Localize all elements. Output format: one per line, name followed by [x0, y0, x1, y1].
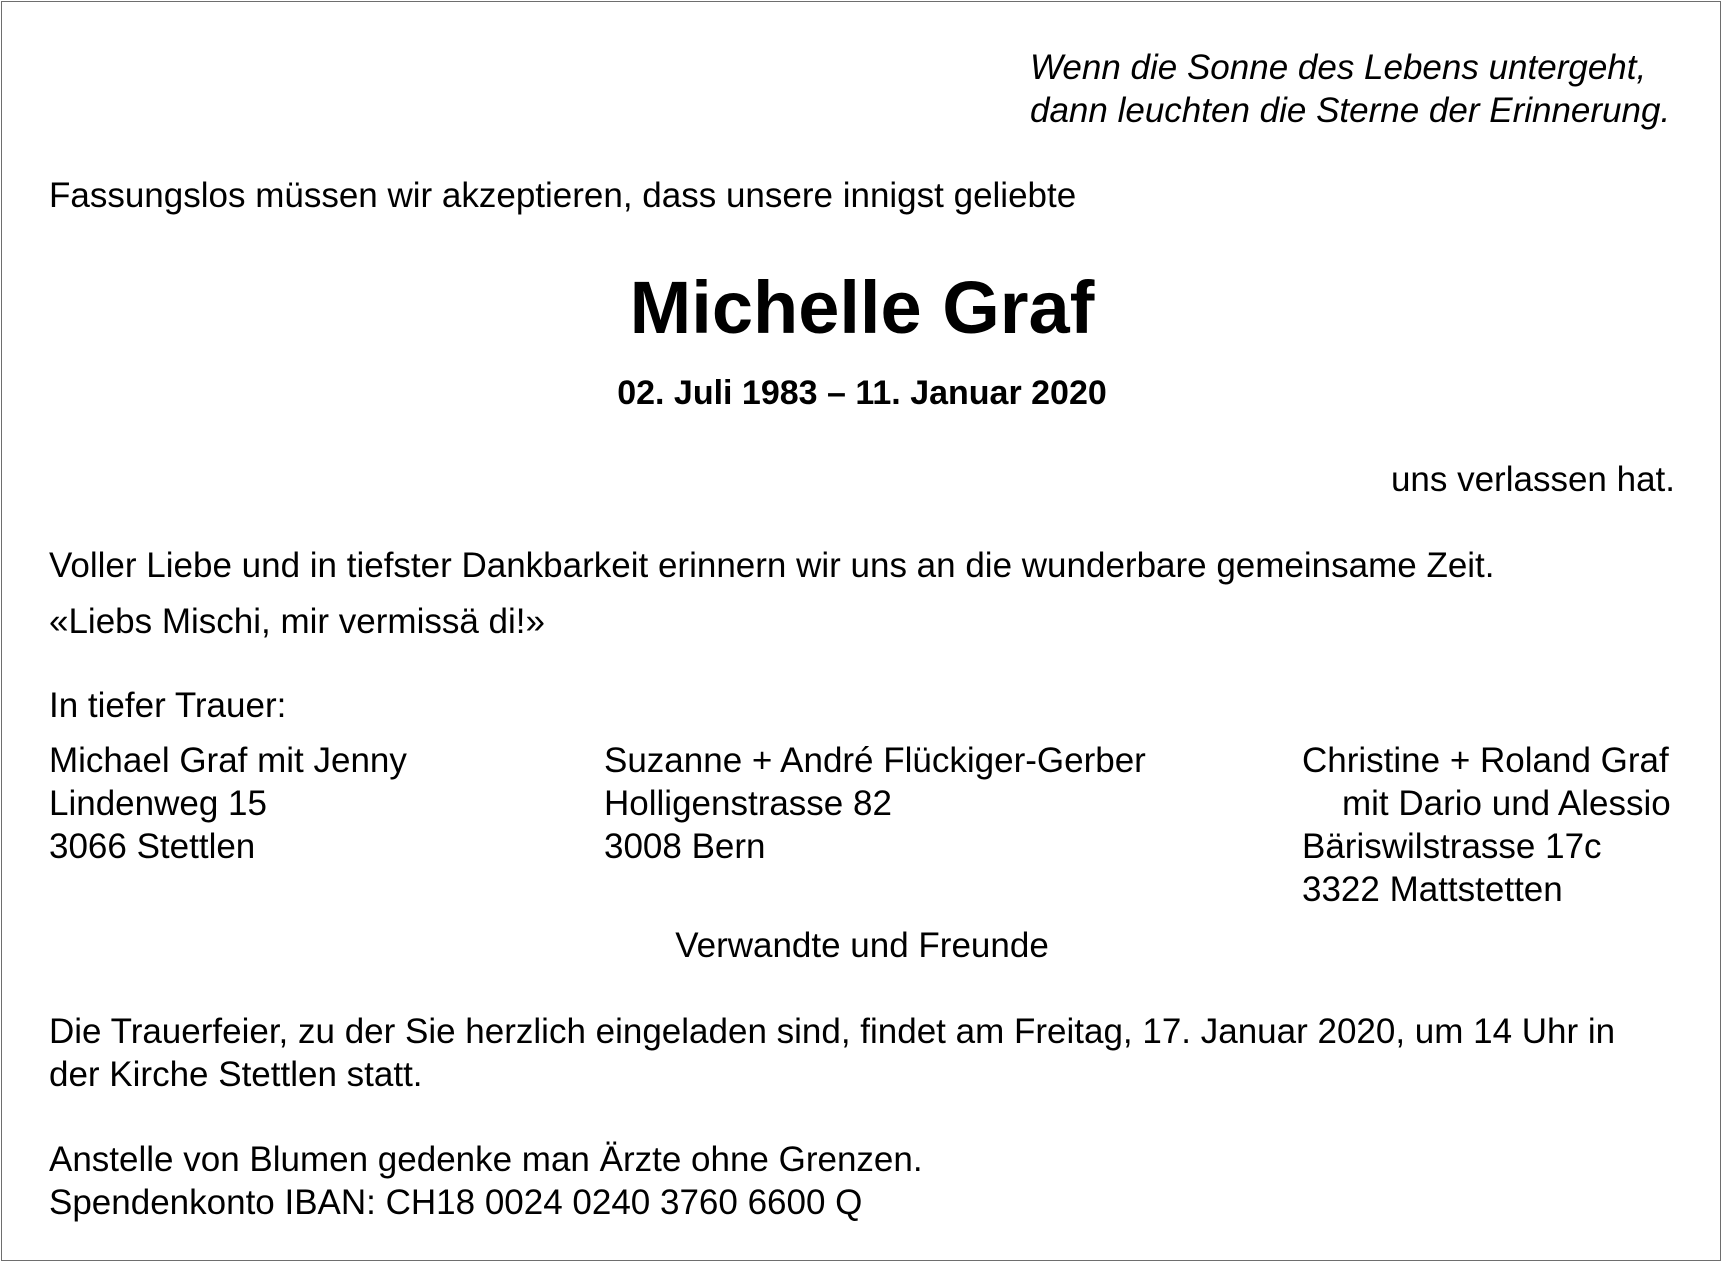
intro-text: Fassungslos müssen wir akzeptieren, dass unsere innigst geliebte — [49, 176, 1077, 215]
donation-line-1: Anstelle von Blumen gedenke man Ärzte ohne Grenzen. — [49, 1140, 923, 1179]
mourner-block-3 — [1302, 739, 1671, 911]
mourner-3-line-2: mit Dario und Alessio — [1342, 784, 1671, 823]
mourner-block-2 — [604, 739, 1146, 868]
mourner-2-line-1: Suzanne + André Flückiger-Gerber — [604, 741, 1146, 780]
mourner-2-line-3: 3008 Bern — [604, 827, 766, 866]
deceased-name: Michelle Graf — [629, 266, 1095, 349]
donation-line-2: Spendenkonto IBAN: CH18 0024 0240 3760 6600 Q — [49, 1183, 863, 1222]
gratitude-text: Voller Liebe und in tiefster Dankbarkeit erinnern wir uns an die wunderbare gemeinsame Zeit. — [49, 546, 1495, 585]
mourner-1-line-1: Michael Graf mit Jenny — [49, 741, 407, 780]
mourner-3-line-4: 3322 Mattstetten — [1302, 870, 1563, 909]
mourning-heading: In tiefer Trauer: — [49, 686, 287, 725]
after-name-text: uns verlassen hat. — [1390, 460, 1675, 499]
life-dates: 02. Juli 1983 – 11. Januar 2020 — [617, 374, 1107, 412]
mourner-block-1 — [49, 739, 407, 868]
motto-line-1: Wenn die Sonne des Lebens untergeht, — [1030, 48, 1647, 87]
mourner-1-line-2: Lindenweg 15 — [49, 784, 267, 823]
service-line-1: Die Trauerfeier, zu der Sie herzlich eingeladen sind, findet am Freitag, 17. Januar 2020, um 14 Uhr in — [49, 1012, 1616, 1051]
mourner-2-line-2: Holligenstrasse 82 — [604, 784, 892, 823]
service-line-2: der Kirche Stettlen statt. — [49, 1055, 423, 1094]
mourner-3-line-3: Bäriswilstrasse 17c — [1302, 827, 1602, 866]
motto-line-2: dann leuchten die Sterne der Erinnerung. — [1030, 91, 1671, 130]
quote-text: «Liebs Mischi, mir vermissä di!» — [49, 602, 545, 641]
mourner-3-line-1: Christine + Roland Graf — [1302, 741, 1669, 780]
relatives-text: Verwandte und Freunde — [675, 926, 1049, 965]
mourner-1-line-3: 3066 Stettlen — [49, 827, 256, 866]
